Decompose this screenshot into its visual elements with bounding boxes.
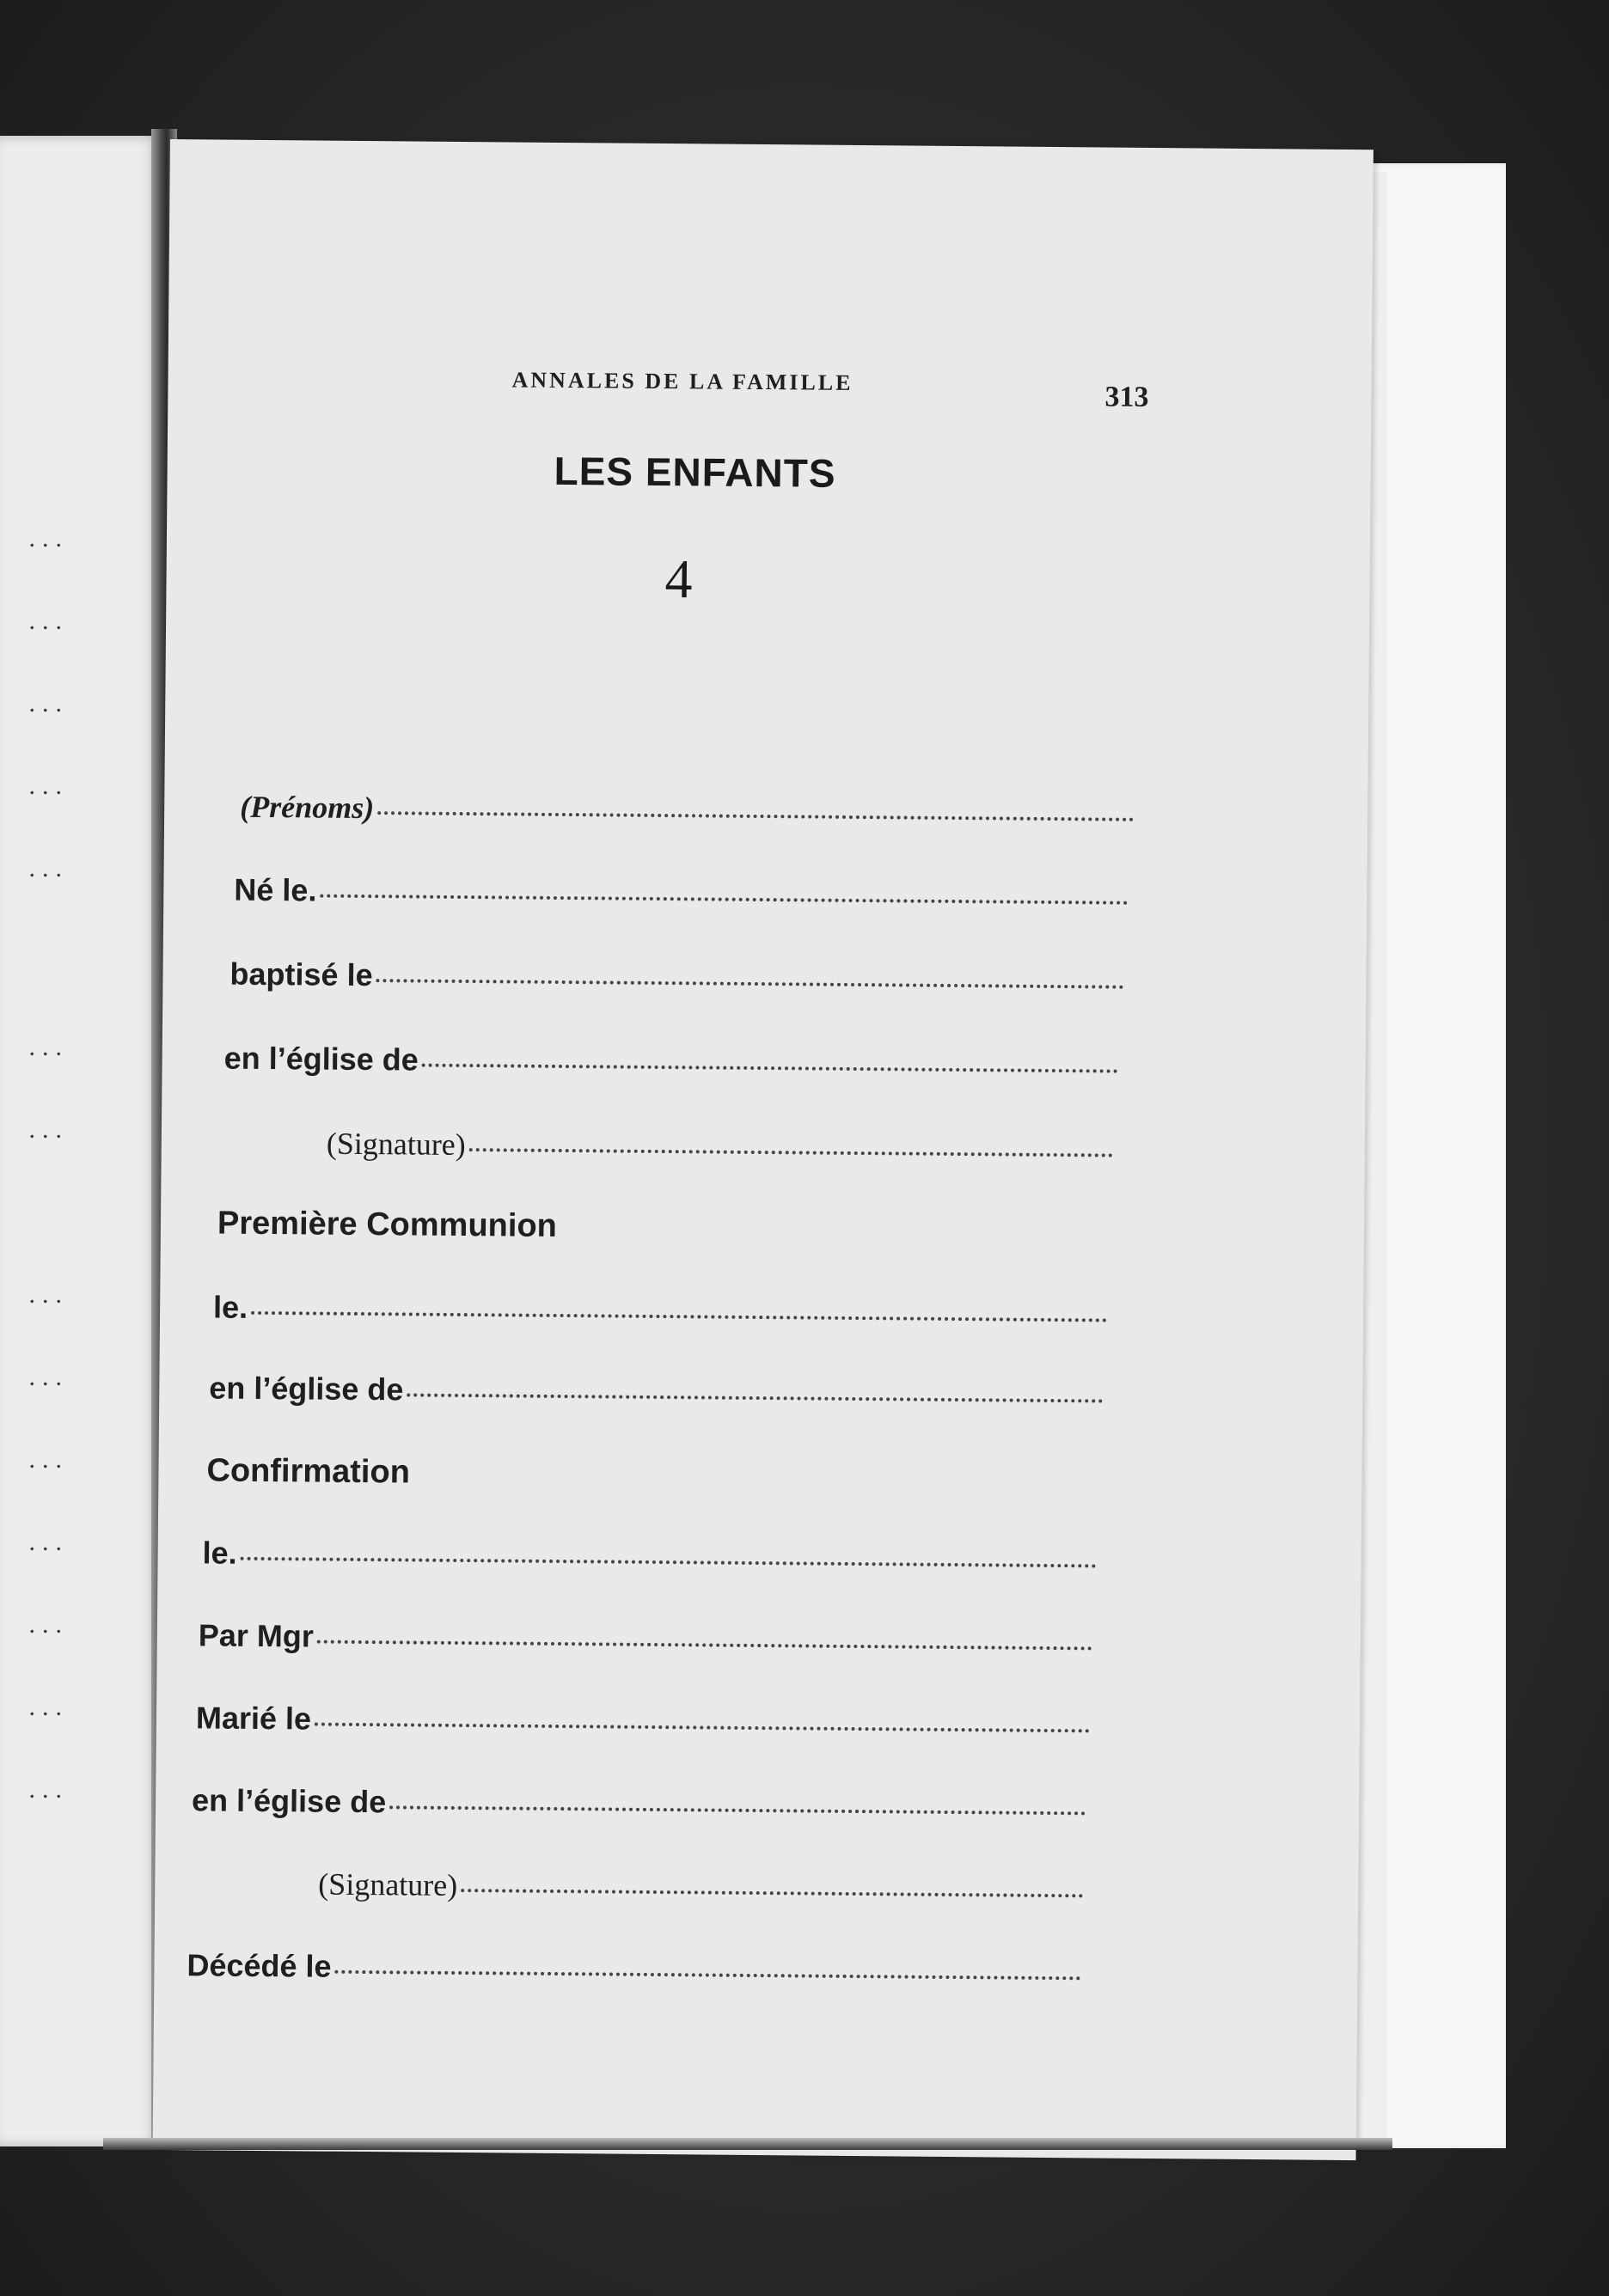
dotted-leader	[320, 893, 1128, 905]
left-page-leader: ...	[28, 1363, 69, 1391]
book-bottom-edge	[103, 2138, 1392, 2150]
field-label: Né le.	[234, 871, 317, 908]
field-marie-le[interactable]	[196, 1700, 1090, 1743]
left-facing-page	[0, 136, 160, 2146]
left-page-leader: ...	[28, 772, 69, 800]
field-eglise-bapteme[interactable]	[223, 1041, 1117, 1084]
dotted-leader	[377, 809, 1134, 821]
heading-confirmation: Confirmation	[206, 1452, 411, 1491]
field-label: baptisé le	[229, 956, 373, 993]
left-page-leader: ...	[28, 1445, 69, 1474]
left-page-leader: ...	[28, 1610, 69, 1639]
field-signature-mariage[interactable]	[318, 1866, 1083, 1909]
field-label: en l’église de	[209, 1370, 404, 1408]
field-label: le.	[212, 1289, 248, 1325]
dotted-leader	[461, 1887, 1083, 1897]
form-page	[153, 139, 1373, 2160]
left-page-leader: ...	[28, 1033, 69, 1061]
field-label: Marié le	[195, 1700, 312, 1737]
field-confirmation-le[interactable]	[202, 1535, 1096, 1578]
dotted-leader	[334, 1969, 1080, 1981]
field-baptise-le[interactable]	[229, 956, 1123, 1000]
dotted-leader	[422, 1062, 1118, 1073]
field-communion-le[interactable]	[213, 1289, 1107, 1333]
dotted-leader	[317, 1639, 1092, 1651]
field-ne-le[interactable]	[234, 872, 1128, 916]
field-decede-le[interactable]	[187, 1947, 1080, 1991]
dotted-leader	[469, 1146, 1113, 1157]
left-page-leader: ...	[28, 524, 69, 553]
page-number: 313	[1104, 381, 1149, 413]
left-page-leader: ...	[28, 1693, 69, 1721]
section-title: LES ENFANTS	[554, 448, 836, 496]
field-label: Par Mgr	[198, 1617, 315, 1654]
dotted-leader	[376, 977, 1124, 989]
left-page-leader: ...	[28, 1775, 69, 1804]
running-header: ANNALES DE LA FAMILLE	[511, 367, 853, 395]
dotted-leader	[251, 1310, 1107, 1322]
left-page-leader: ...	[28, 689, 69, 718]
left-page-leader: ...	[28, 607, 69, 635]
field-label: en l’église de	[191, 1782, 387, 1820]
left-page-leader: ...	[28, 854, 69, 882]
dotted-leader	[241, 1555, 1097, 1568]
field-label: en l’église de	[223, 1040, 419, 1078]
field-signature-bapteme[interactable]	[327, 1126, 1113, 1169]
field-label: (Signature)	[326, 1126, 466, 1163]
field-label: le.	[202, 1535, 237, 1571]
left-page-leader: ...	[28, 1528, 69, 1556]
dotted-leader	[315, 1721, 1090, 1733]
field-eglise-mariage[interactable]	[192, 1782, 1086, 1826]
field-label: (Signature)	[318, 1866, 458, 1902]
dotted-leader	[389, 1804, 1086, 1815]
field-par-mgr[interactable]	[199, 1617, 1092, 1661]
field-prenoms[interactable]	[240, 789, 1134, 833]
heading-premiere-communion: Première Communion	[217, 1205, 558, 1244]
left-page-leader: ...	[28, 1115, 69, 1144]
field-eglise-communion[interactable]	[209, 1370, 1103, 1414]
dotted-leader	[407, 1391, 1103, 1402]
left-page-leader: ...	[28, 1280, 69, 1309]
child-number: 4	[664, 548, 693, 610]
field-label: (Prénoms)	[240, 789, 375, 826]
field-label: Décédé le	[187, 1947, 332, 1984]
